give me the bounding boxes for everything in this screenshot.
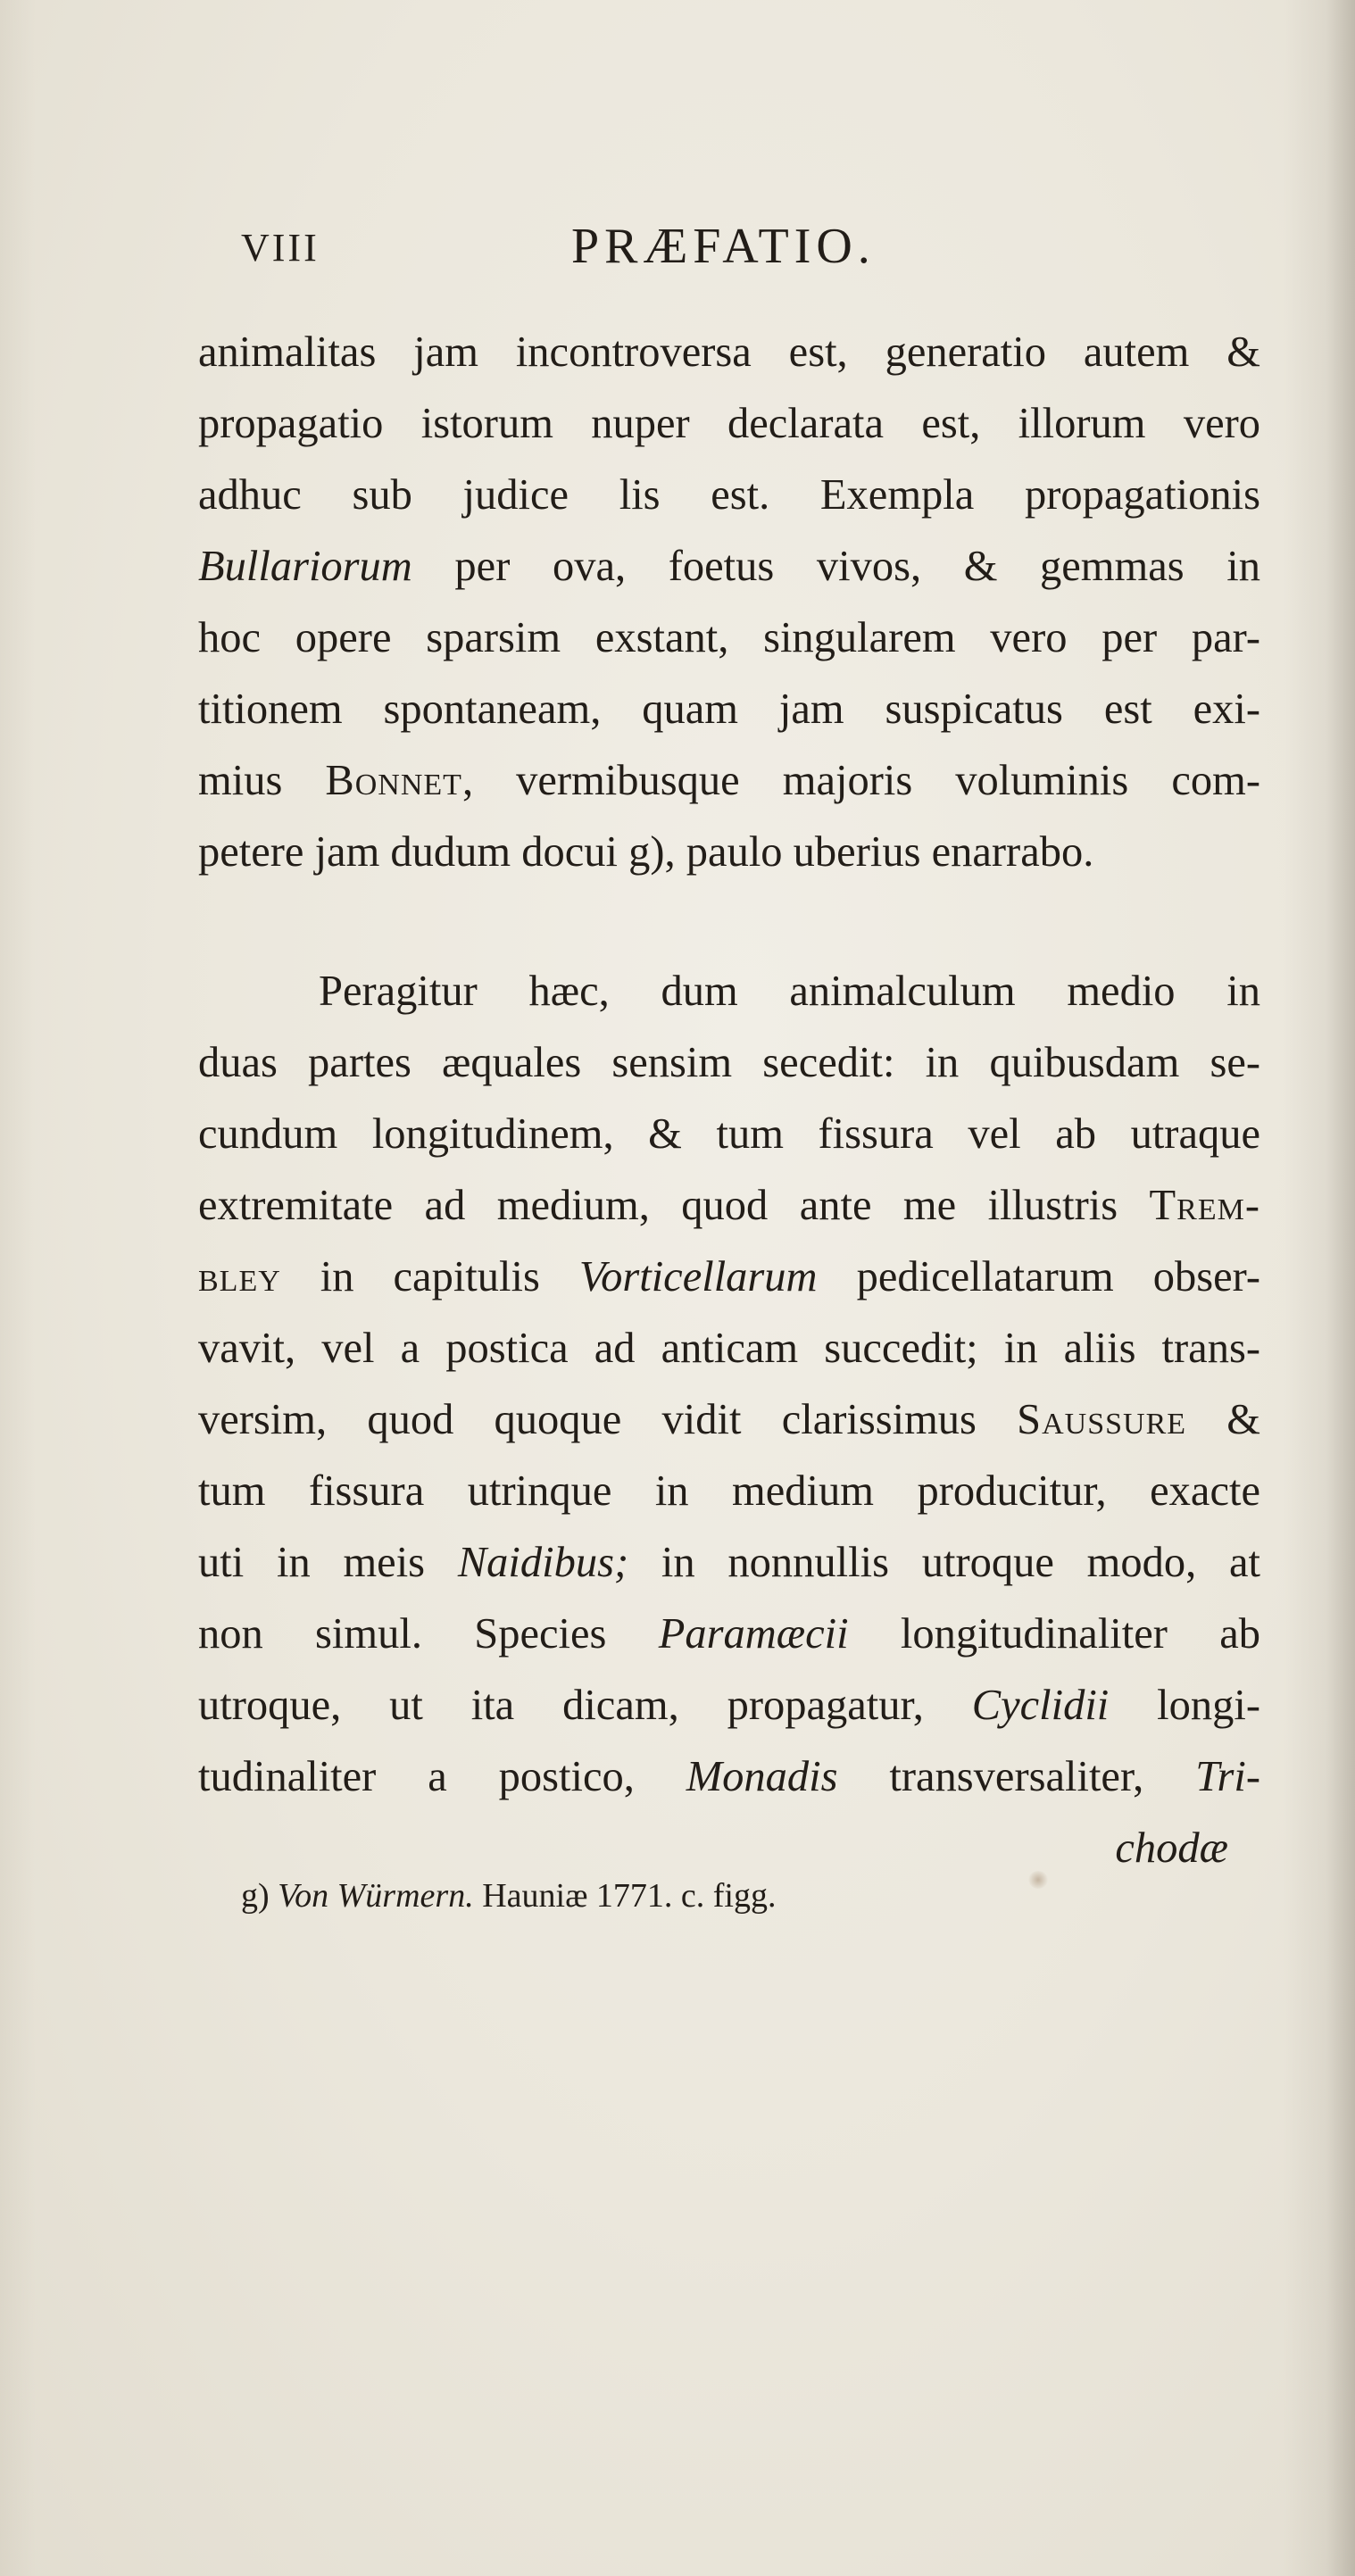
running-title: PRÆFATIO.: [571, 219, 876, 274]
paragraph-gap: [198, 888, 1260, 956]
text-line: propagatio istorum nuper declarata est, illorum vero: [198, 400, 1260, 447]
author-name: bley: [198, 1253, 281, 1300]
italic-term: Cyclidii: [971, 1682, 1110, 1729]
text-line: tum fissura utrinque in medium producitur, exacte: [198, 1467, 1260, 1515]
text-line: uti in meis Naidibus; in nonnullis utroque modo, at: [198, 1539, 1261, 1586]
text-line: mius Bonnet, vermibusque majoris voluminis com-: [198, 757, 1260, 804]
foxing-spot: [1028, 1871, 1048, 1889]
footnote: g) Von Würmern. Hauniæ 1771. c. figg.: [241, 1877, 777, 1915]
text-line: cundum longitudinem, & tum fissura vel ab utraque: [198, 1110, 1260, 1158]
text-line: petere jam dudum docui g), paulo uberius enarrabo.: [198, 828, 1094, 876]
text-line: titionem spontaneam, quam jam suspicatus est exi-: [198, 686, 1260, 733]
author-name: Saussure: [1017, 1396, 1187, 1443]
text-line: tudinaliter a postico, Monadis transversaliter, Tri-: [198, 1753, 1260, 1800]
running-head: [241, 218, 1268, 280]
author-name: Bonnet: [325, 757, 462, 804]
page-edge-shadow: [1284, 0, 1355, 2576]
page-number: VIII: [241, 226, 320, 270]
gutter-shadow: [0, 0, 36, 2576]
text-line: adhuc sub judice lis est. Exempla propagationis: [198, 471, 1260, 519]
text-line: bley in capitulis Vorticellarum pedicellatarum obser-: [198, 1253, 1260, 1300]
italic-term: Naidibus;: [457, 1539, 629, 1586]
text-line: vavit, vel a postica ad anticam succedit; in aliis trans-: [198, 1325, 1260, 1372]
italic-term: Tri-: [1195, 1753, 1260, 1800]
body-text: [198, 317, 1260, 1884]
text-line: duas partes æquales sensim secedit: in quibusdam se-: [198, 1039, 1260, 1086]
italic-term: Paramæcii: [658, 1610, 849, 1658]
text-line: versim, quod quoque vidit clarissimus Saussure &: [198, 1396, 1260, 1443]
italic-term: Vorticellarum: [578, 1253, 818, 1300]
text-line: extremitate ad medium, quod ante me illustris Trem-: [198, 1182, 1260, 1229]
text-line: Bullariorum per ova, foetus vivos, & gemmas in: [198, 543, 1260, 590]
text-line: Peragitur hæc, dum animalculum medio in: [319, 968, 1260, 1015]
footnote-title: Von Würmern.: [278, 1877, 474, 1915]
italic-term: Monadis: [686, 1753, 838, 1800]
text-line: animalitas jam incontroversa est, generatio autem &: [198, 328, 1260, 376]
catchword: chodæ: [1115, 1824, 1228, 1872]
italic-term: Bullariorum: [198, 543, 412, 590]
text-line: utroque, ut ita dicam, propagatur, Cyclidii longi-: [198, 1682, 1260, 1729]
text-line: non simul. Species Paramæcii longitudinaliter ab: [198, 1610, 1260, 1658]
text-line: hoc opere sparsim exstant, singularem vero per par-: [198, 614, 1260, 661]
author-name: Trem-: [1149, 1182, 1260, 1229]
